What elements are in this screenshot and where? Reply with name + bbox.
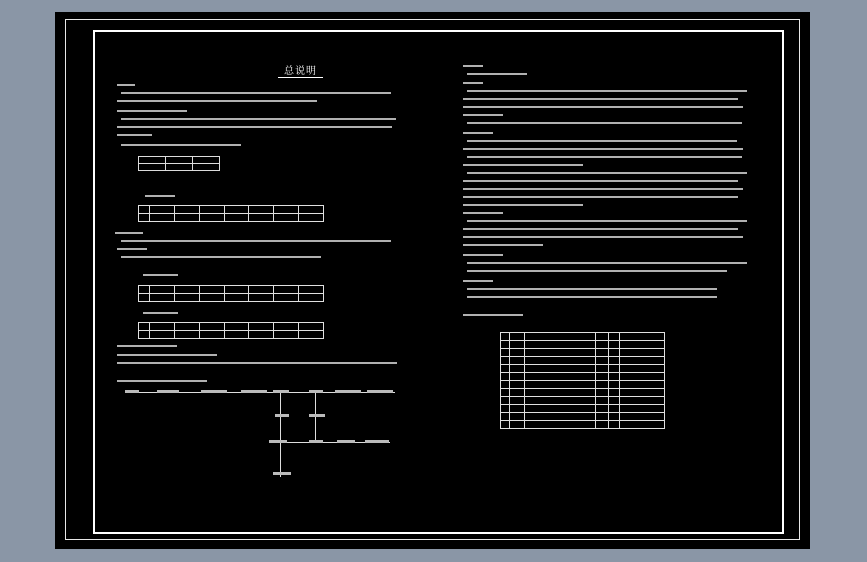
drawing-frame (93, 30, 784, 534)
text-line (143, 274, 178, 276)
table-2 (138, 205, 324, 222)
text-line (117, 362, 397, 364)
text-line (121, 92, 391, 94)
table-3 (138, 285, 324, 302)
text-line (117, 110, 187, 112)
text-line (463, 314, 523, 316)
text-line (463, 106, 743, 108)
text-line (463, 65, 483, 67)
text-line (467, 262, 747, 264)
text-line (117, 354, 217, 356)
text-line (117, 380, 207, 382)
text-line (117, 248, 147, 250)
text-line (121, 118, 396, 120)
text-line (463, 236, 743, 238)
text-line (463, 212, 503, 214)
drawing-title: 总说明 (278, 62, 323, 78)
text-line (117, 84, 135, 86)
equipment-table (500, 332, 665, 429)
text-line (467, 156, 742, 158)
text-line (467, 90, 747, 92)
text-line (467, 122, 742, 124)
text-line (145, 195, 175, 197)
text-line (467, 140, 737, 142)
text-line (463, 98, 738, 100)
text-line (467, 73, 527, 75)
text-line (467, 288, 717, 290)
text-line (121, 256, 321, 258)
text-line (467, 220, 747, 222)
text-line (463, 196, 738, 198)
text-line (463, 188, 743, 190)
text-line (463, 132, 493, 134)
text-line (463, 114, 503, 116)
text-line (117, 100, 317, 102)
text-line (463, 228, 738, 230)
text-line (467, 270, 727, 272)
text-line (463, 254, 503, 256)
text-line (467, 296, 717, 298)
text-line (115, 232, 143, 234)
table-4 (138, 322, 324, 339)
text-line (143, 312, 178, 314)
text-line (463, 180, 738, 182)
text-line (117, 345, 177, 347)
text-line (463, 280, 493, 282)
text-line (121, 240, 391, 242)
drawing-canvas[interactable] (55, 12, 810, 549)
text-line (463, 204, 583, 206)
text-line (463, 244, 543, 246)
text-line (463, 148, 743, 150)
table-1 (138, 156, 220, 171)
text-line (467, 172, 747, 174)
text-line (463, 164, 583, 166)
text-line (117, 134, 152, 136)
text-line (463, 82, 483, 84)
text-line (121, 144, 241, 146)
text-line (117, 126, 392, 128)
